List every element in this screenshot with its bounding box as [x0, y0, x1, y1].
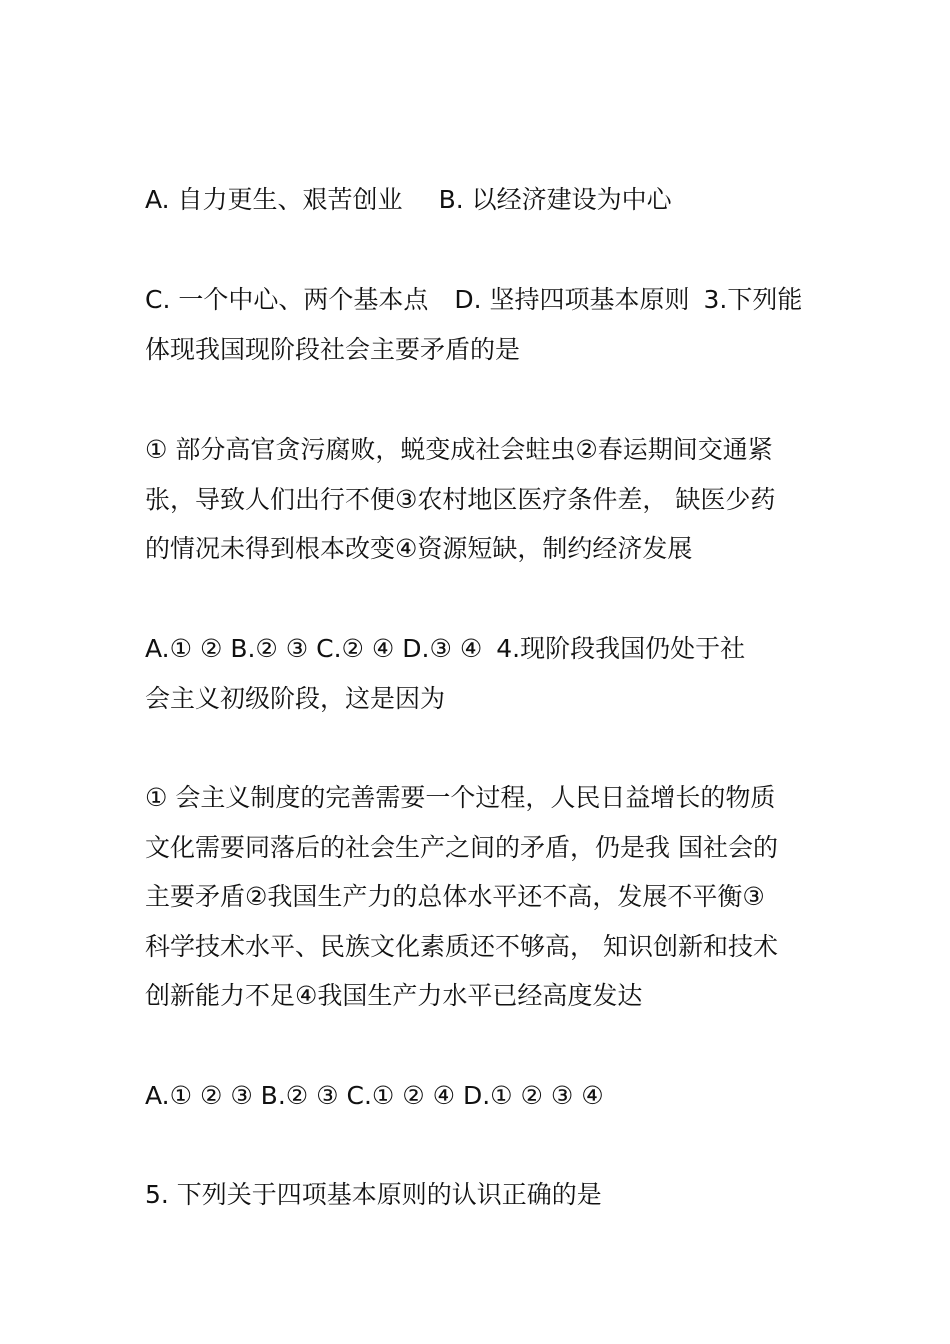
q3-stem-start: 3.下列能 [703, 285, 803, 314]
q2-option-b: B. 以经济建设为中心 [438, 185, 672, 214]
q5-stem: 5. 下列关于四项基本原则的认识正确的是 [145, 1180, 602, 1209]
q2-options-row-1 [145, 175, 825, 225]
q4-item-line-3: 主要矛盾②我国生产力的总体水平还不高，发展不平衡③ [145, 882, 765, 911]
q2-options-row-2 [145, 275, 825, 325]
q3-item-line-2: 张，导致人们出行不便③农村地区医疗条件差， 缺医少药 [145, 485, 776, 514]
q4-stem: 会主义初级阶段，这是因为 [145, 684, 446, 713]
q4-item-line-4: 科学技术水平、民族文化素质还不够高， 知识创新和技术 [145, 932, 778, 961]
q3-item-line-1: ① 部分高官贪污腐败，蜕变成社会蛀虫②春运期间交通紧 [145, 435, 773, 464]
q4-item-line-1: ① 会主义制度的完善需要一个过程，人民日益增长的物质 [145, 783, 776, 812]
q2-option-d: D. 坚持四项基本原则 [454, 285, 690, 314]
q4-stem-start: 4.现阶段我国仍处于社 [496, 634, 746, 663]
q3-options-row [145, 624, 825, 674]
q4-item-line-2: 文化需要同落后的社会生产之间的矛盾，仍是我 国社会的 [145, 833, 778, 862]
q3-item-line-3: 的情况未得到根本改变④资源短缺，制约经济发展 [145, 534, 693, 563]
q2-option-c: C. 一个中心、两个基本点 [145, 285, 429, 314]
q4-options-row: A.① ② ③ B.② ③ C.① ② ④ D.① ② ③ ④ [145, 1081, 604, 1110]
q3-options: A.① ② B.② ③ C.② ④ D.③ ④ [145, 634, 483, 663]
q4-item-line-5: 创新能力不足④我国生产力水平已经高度发达 [145, 981, 643, 1010]
q3-stem: 体现我国现阶段社会主要矛盾的是 [145, 335, 521, 364]
q2-option-a: A. 自力更生、艰苦创业 [145, 185, 403, 214]
